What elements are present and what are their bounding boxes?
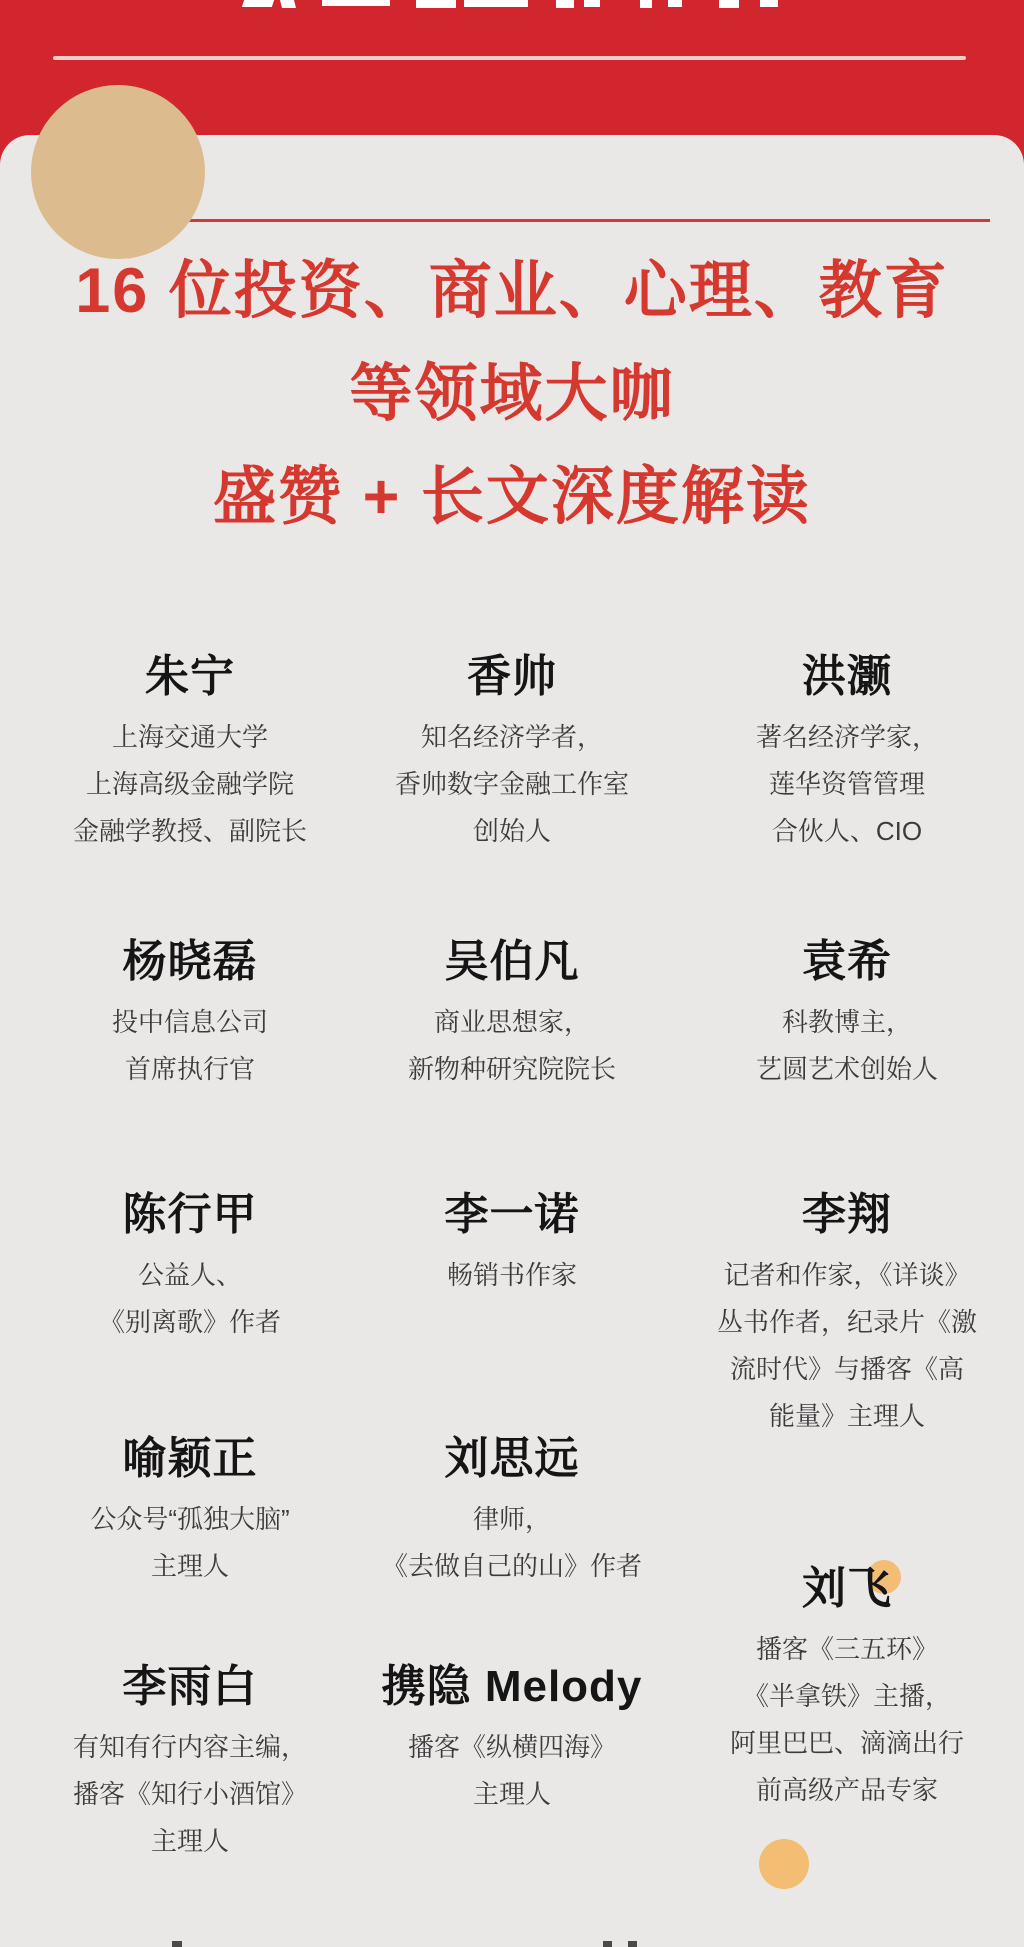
person-name: 香帅 [467, 652, 557, 701]
person-desc-line: 公众号“孤独大脑” [90, 1504, 290, 1534]
clipped-glyph [322, 0, 390, 6]
person-name: 袁希 [802, 937, 892, 986]
person-card [20, 1188, 360, 1346]
person-desc-line: 投中信息公司 [111, 1007, 268, 1037]
person-desc-line: 艺圆艺术创始人 [755, 1054, 938, 1084]
person-desc-line: 公益人、 [137, 1260, 242, 1290]
person-card [677, 650, 1017, 855]
person-desc-line: 能量》主理人 [768, 1401, 925, 1431]
person-desc-line: 《半拿铁》主播， [742, 1681, 951, 1711]
person-desc-line: 《别离歌》作者 [98, 1307, 281, 1337]
orange-decorative-circle [759, 1839, 809, 1889]
person-name: 吴伯凡 [444, 937, 580, 986]
person-name: 喻颖正 [122, 1434, 258, 1483]
clipped-glyph [280, 0, 296, 8]
heading-line: 盛赞 + 长文深度解读 [213, 462, 811, 532]
person-desc-line: 播客《纵横四海》 [407, 1732, 616, 1762]
person-desc-line: 播客《知行小酒馆》 [72, 1779, 307, 1809]
person-desc-line: 著名经济学家， [755, 722, 938, 752]
clipped-glyph [416, 0, 456, 8]
person-name: 朱宁 [145, 652, 235, 701]
person-card [20, 1660, 360, 1865]
person-desc-line: 主理人 [150, 1551, 229, 1581]
section-heading [0, 240, 1024, 549]
person-card [677, 935, 1017, 1093]
person-name: 杨晓磊 [122, 937, 258, 986]
clipped-glyph [719, 0, 739, 8]
person-name: 陈行甲 [122, 1190, 258, 1239]
person-desc-line: 上海高级金融学院 [85, 769, 294, 799]
person-desc-line: 金融学教授、副院长 [72, 816, 307, 846]
card-divider-line [55, 219, 990, 222]
person-desc-line: 播客《三五环》 [755, 1634, 938, 1664]
person-card [342, 1188, 682, 1299]
heading-line: 等领域大咖 [349, 359, 675, 429]
person-desc-line: 主理人 [150, 1826, 229, 1856]
person-card [342, 650, 682, 855]
person-card [677, 1562, 1017, 1814]
header-divider-line [53, 56, 966, 60]
clipped-glyph [172, 1941, 182, 1947]
person-desc-line: 《去做自己的山》作者 [381, 1551, 642, 1581]
clipped-glyph [760, 0, 778, 7]
person-card [20, 935, 360, 1093]
person-desc-line: 首席执行官 [124, 1054, 255, 1084]
person-name: 李翔 [802, 1190, 892, 1239]
clipped-glyph [603, 1941, 612, 1947]
clipped-glyph [556, 0, 574, 8]
person-card [342, 1660, 682, 1818]
person-desc-line: 丛书作者，纪录片《激 [716, 1307, 977, 1337]
clipped-next-section-text [0, 1941, 1024, 1947]
person-desc-line: 畅销书作家 [446, 1260, 577, 1290]
person-desc-line: 莲华资管管理 [768, 769, 925, 799]
person-desc-line: 主理人 [472, 1779, 551, 1809]
clipped-glyph [464, 0, 528, 7]
person-desc-line: 科教博主， [781, 1007, 912, 1037]
person-desc-line: 流时代》与播客《高 [729, 1354, 964, 1384]
person-desc-line: 上海交通大学 [111, 722, 268, 752]
person-desc-line: 创始人 [472, 816, 551, 846]
person-name: 洪灏 [802, 652, 892, 701]
person-name: 刘思远 [444, 1434, 580, 1483]
person-name: 携隐 Melody [381, 1662, 643, 1711]
person-desc-line: 合伙人、CIO [771, 816, 923, 846]
person-card [20, 1432, 360, 1590]
heading-line: 16 位投资、商业、心理、教育 [75, 256, 949, 326]
person-card [342, 1432, 682, 1590]
person-name: 刘飞 [802, 1564, 892, 1613]
clipped-glyph [242, 0, 274, 7]
person-desc-line: 阿里巴巴、滴滴出行 [729, 1728, 964, 1758]
clipped-glyph [584, 0, 600, 7]
person-desc-line: 新物种研究院院长 [407, 1054, 616, 1084]
person-name: 李一诺 [444, 1190, 580, 1239]
person-desc-line: 香帅数字金融工作室 [394, 769, 629, 799]
clipped-top-title [0, 0, 1024, 10]
person-desc-line: 前高级产品专家 [755, 1775, 938, 1805]
clipped-glyph [628, 1941, 637, 1947]
person-card [20, 650, 360, 855]
person-card [670, 1188, 1024, 1440]
person-desc-line: 律师， [472, 1504, 551, 1534]
person-desc-line: 商业思想家， [433, 1007, 590, 1037]
person-card [342, 935, 682, 1093]
person-name: 李雨白 [122, 1662, 258, 1711]
person-desc-line: 有知有行内容主编， [72, 1732, 307, 1762]
clipped-glyph [668, 0, 682, 7]
tan-decorative-circle [31, 85, 205, 259]
person-desc-line: 记者和作家，《详谈》 [723, 1260, 971, 1290]
person-desc-line: 知名经济学者， [420, 722, 603, 752]
clipped-glyph [640, 0, 652, 8]
